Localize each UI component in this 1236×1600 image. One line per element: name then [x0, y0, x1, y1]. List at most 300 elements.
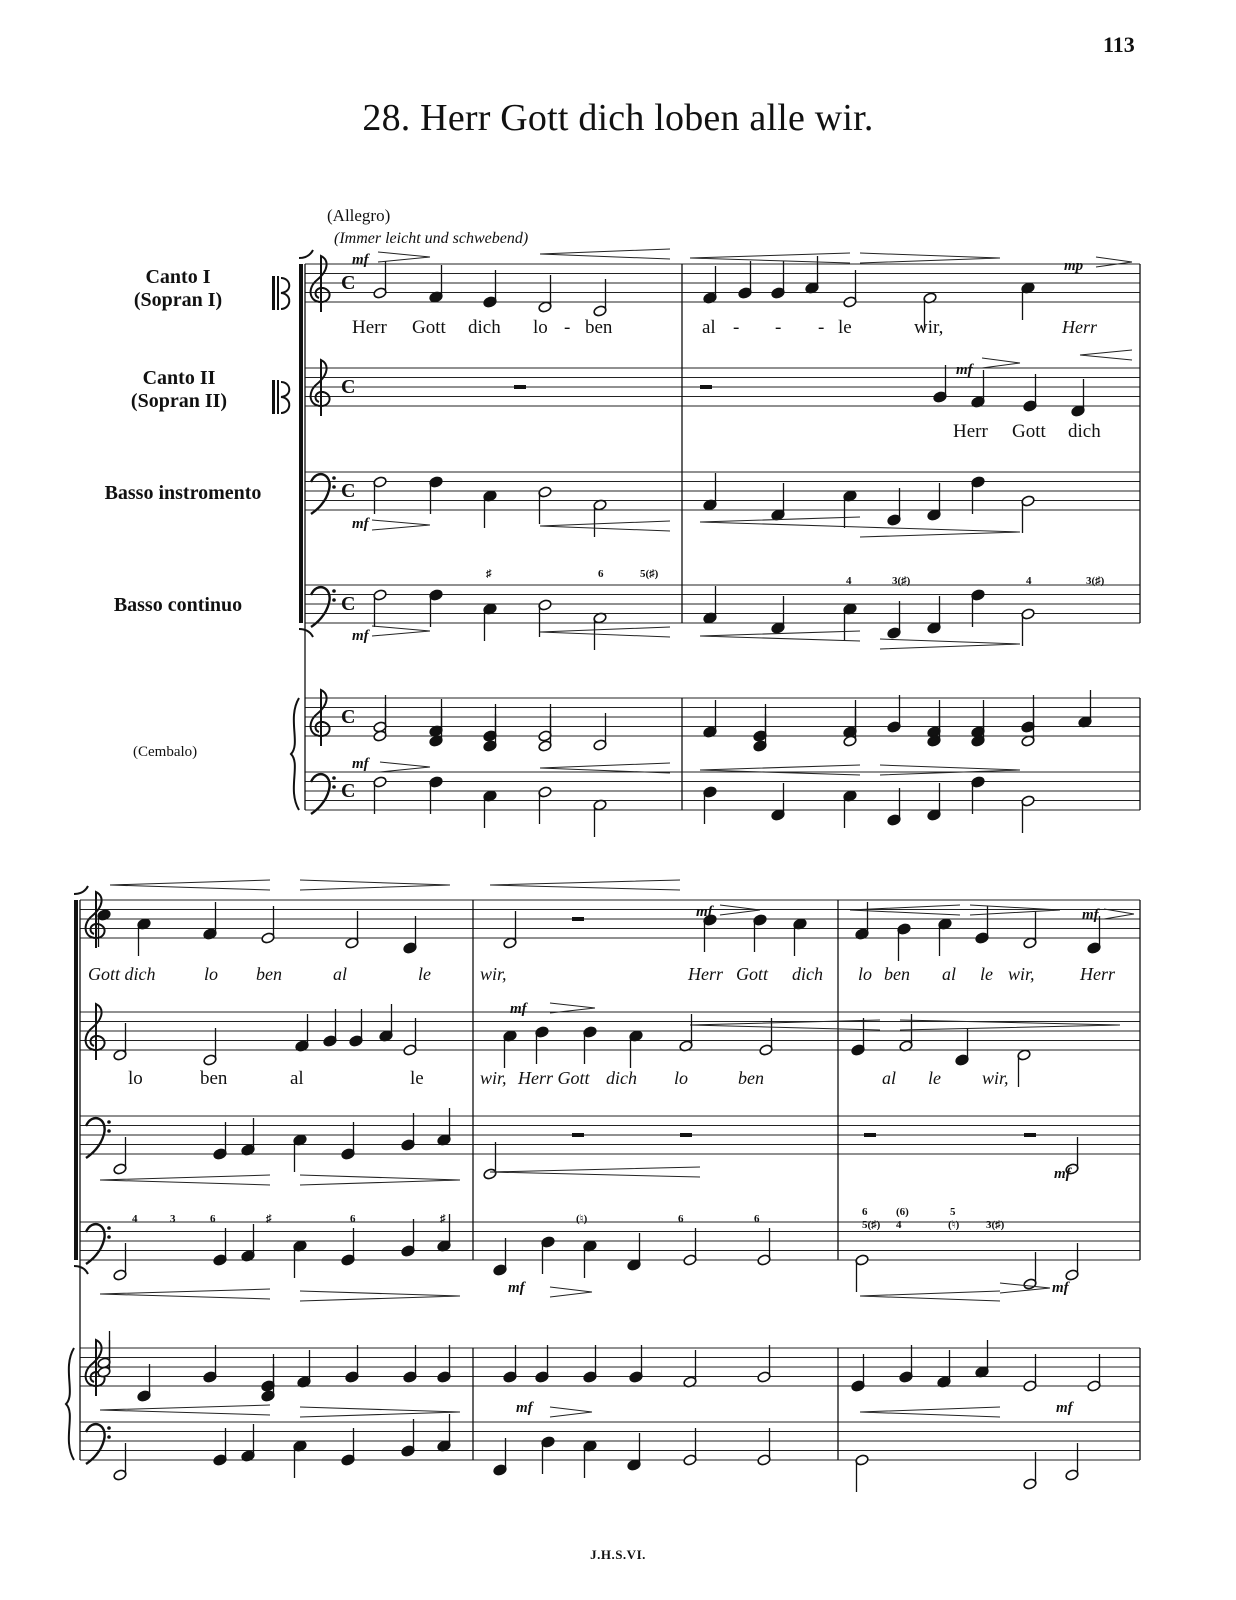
soprano-clef-bar	[277, 380, 279, 414]
lyric-syllable: ben	[256, 964, 282, 984]
canto2-note	[955, 1028, 969, 1066]
figured-bass-figure: ♯	[266, 1213, 272, 1225]
lyric-syllable: wir,	[982, 1068, 1009, 1088]
canto2-note	[535, 1026, 549, 1064]
canto1-note	[373, 261, 387, 299]
cembalo-rh-note	[629, 1345, 643, 1383]
hairpin-icon	[300, 1407, 460, 1417]
lyric-syllable: wir,	[480, 964, 507, 984]
hairpin-icon	[860, 1291, 1000, 1301]
time-signature-icon: C	[341, 480, 356, 502]
canto2-note	[1071, 379, 1085, 417]
lyric-syllable: al	[882, 1068, 897, 1088]
canto2-note	[679, 1014, 693, 1052]
canto1-note	[753, 914, 767, 952]
time-signature-icon: C	[341, 376, 356, 398]
canto1-note	[897, 923, 911, 961]
hairpin-icon	[110, 880, 270, 890]
rest-icon	[572, 1133, 584, 1137]
bass-cont-note	[373, 589, 387, 627]
bass-instr-note	[113, 1137, 127, 1175]
rest-icon	[680, 1133, 692, 1137]
cembalo-lh-note	[401, 1419, 415, 1457]
bass-clef-curve	[311, 587, 330, 627]
lyric-syllable: le	[980, 964, 993, 984]
canto2-note	[503, 1030, 517, 1068]
lyric-syllable: lo	[128, 1068, 143, 1089]
lyric-syllable: Herr	[1062, 317, 1097, 337]
dynamic-mark: mf	[352, 756, 369, 772]
lyric-syllable: al	[290, 1068, 304, 1089]
rest-icon	[514, 385, 526, 389]
lyric-syllable: ben	[585, 317, 613, 338]
bass-clef-dot	[332, 598, 336, 602]
canto1-note	[538, 275, 552, 313]
cembalo-lh-note	[927, 783, 941, 821]
bass-instr-note	[437, 1108, 451, 1146]
canto1-note	[137, 918, 151, 956]
cembalo-lh-note	[887, 788, 901, 826]
bass-clef-curve	[86, 1424, 105, 1464]
cembalo-rh-note	[137, 1364, 151, 1402]
bass-instr-note	[771, 483, 785, 521]
cembalo-lh-note	[757, 1428, 771, 1466]
lyric-syllable: Herr	[1080, 964, 1115, 984]
bass-instr-note	[927, 483, 941, 521]
hairpin-icon	[300, 1175, 460, 1185]
lyric-syllable: al	[702, 317, 716, 338]
bass-instr-note	[213, 1122, 227, 1160]
figured-bass-figure: 3	[170, 1213, 176, 1225]
dynamic-mark: mf	[696, 904, 713, 920]
lyric-syllable: Gott	[1012, 421, 1046, 442]
dynamic-mark: mf	[1082, 907, 1099, 923]
hairpin-icon	[300, 1291, 460, 1301]
canto1-note	[403, 916, 417, 954]
cembalo-rh-note	[345, 1345, 359, 1383]
part-label-canto2-voice: (Sopran II)	[130, 390, 228, 412]
soprano-clef-bar	[277, 276, 279, 310]
dynamic-mark: mf	[352, 516, 369, 532]
bass-cont-note	[341, 1228, 355, 1266]
bass-cont-note	[401, 1219, 415, 1257]
cembalo-lh-note	[971, 776, 985, 814]
dynamic-mark: mp	[1064, 258, 1084, 274]
rest-icon	[700, 385, 712, 389]
bass-instr-note	[538, 486, 552, 524]
part-label-basso-instromento: Basso instromento	[104, 482, 262, 504]
cembalo-rh-note	[683, 1350, 697, 1388]
figured-bass-figure: 3(♯)	[986, 1219, 1005, 1231]
bass-instr-note	[341, 1122, 355, 1160]
part-label-cembalo: (Cembalo)	[133, 744, 198, 760]
lyric-syllable: lo	[858, 964, 873, 984]
lyric-syllable: Herr	[953, 421, 988, 442]
canto1-note	[345, 911, 359, 949]
cembalo-lh-note	[213, 1428, 227, 1466]
cembalo-lh-note	[113, 1443, 127, 1481]
bass-cont-note	[855, 1254, 869, 1292]
time-signature-icon: C	[341, 593, 356, 615]
figured-bass-figure: (♮)	[948, 1219, 960, 1231]
canto1-note	[1023, 911, 1037, 949]
bass-cont-note	[483, 603, 497, 641]
figured-bass-figure: 4	[896, 1219, 902, 1231]
hairpin-icon	[372, 520, 430, 530]
cembalo-rh-note	[535, 1345, 549, 1383]
bass-cont-note	[1021, 608, 1035, 646]
canto2-note	[349, 1009, 363, 1047]
dynamic-mark: mf	[1052, 1280, 1069, 1296]
hairpin-icon	[380, 762, 430, 772]
cembalo-rh-note	[503, 1345, 517, 1383]
bass-clef-icon	[86, 1224, 111, 1264]
cembalo-lh-note	[627, 1433, 641, 1471]
cembalo-lh-note	[1021, 795, 1035, 833]
hairpin-icon	[880, 765, 1020, 775]
cembalo-lh-note	[771, 783, 785, 821]
canto1-note	[429, 265, 443, 303]
bass-cont-note	[293, 1240, 307, 1278]
bass-cont-note	[703, 586, 717, 624]
bass-clef-icon	[311, 774, 336, 814]
lyric-syllable: Herr	[688, 964, 723, 984]
lyric-syllable: wir,	[480, 1068, 507, 1088]
bass-cont-note	[627, 1233, 641, 1271]
figured-bass-figure: ♯	[440, 1213, 446, 1225]
time-signature-icon: C	[341, 780, 356, 802]
cembalo-rh-note	[975, 1340, 989, 1378]
canto2-note	[295, 1014, 309, 1052]
bass-cont-note	[541, 1236, 555, 1274]
canto2-note	[323, 1009, 337, 1047]
bass-clef-curve	[311, 774, 330, 814]
canto2-note	[971, 370, 985, 408]
time-signature-icon: C	[341, 272, 356, 294]
cembalo-rh-note	[703, 700, 717, 738]
cembalo-rh-note	[203, 1345, 217, 1383]
lyric-hyphen: -	[775, 317, 782, 338]
bracket-hook	[299, 250, 313, 258]
dynamic-mark: mf	[516, 1400, 533, 1416]
dynamic-mark: mf	[1056, 1400, 1073, 1416]
bass-cont-note	[757, 1228, 771, 1266]
bass-instr-note	[241, 1118, 255, 1156]
hairpin-icon	[1104, 909, 1134, 919]
bass-instr-note	[293, 1134, 307, 1172]
time-signature-icon: C	[341, 706, 356, 728]
hairpin-icon	[982, 358, 1020, 368]
hairpin-icon	[372, 626, 430, 636]
cembalo-rh-note	[593, 713, 607, 751]
figured-bass-figure: 5(♯)	[640, 568, 659, 580]
figured-bass-figure: 5	[950, 1206, 956, 1218]
cembalo-lh-note	[429, 776, 443, 814]
canto2-note	[759, 1018, 773, 1056]
cembalo-lh-note	[341, 1428, 355, 1466]
lyric-syllable: Gott	[736, 964, 769, 984]
part-label-basso-continuo: Basso continuo	[113, 594, 243, 616]
canto1-note	[738, 261, 752, 299]
figured-bass-figure: 4	[1026, 575, 1032, 587]
figured-bass-figure: (♮)	[576, 1213, 588, 1225]
lyric-syllable: al	[333, 964, 348, 984]
figured-bass-figure: 3(♯)	[1086, 575, 1105, 587]
cembalo-lh-note	[1065, 1443, 1079, 1481]
cembalo-rh-note	[887, 695, 901, 733]
canto1-note	[1021, 282, 1035, 320]
canto2-note	[379, 1004, 393, 1042]
lyric-syllable: wir,	[914, 317, 944, 338]
canto1-note	[703, 266, 717, 304]
figured-bass-figure: (6)	[896, 1206, 909, 1218]
cembalo-rh-note	[403, 1345, 417, 1383]
lyric-syllable: Herr	[352, 317, 387, 338]
bracket-hook	[74, 886, 88, 894]
cembalo-lh-note	[538, 786, 552, 824]
canto2-note	[203, 1028, 217, 1066]
hairpin-icon	[378, 252, 430, 262]
cembalo-lh-note	[683, 1428, 697, 1466]
canto1-note	[855, 902, 869, 940]
hairpin-icon	[1080, 350, 1132, 360]
bass-clef-icon	[311, 474, 336, 514]
hairpin-icon	[490, 880, 680, 890]
dynamic-mark: mf	[956, 362, 973, 378]
soprano-clef-icon	[272, 276, 289, 310]
hairpin-icon	[100, 1405, 270, 1415]
hairpin-icon	[540, 249, 670, 259]
dynamic-mark: mf	[352, 252, 369, 268]
hairpin-icon	[860, 253, 1000, 263]
cembalo-lh-note	[293, 1440, 307, 1478]
cembalo-lh-note	[437, 1414, 451, 1452]
bracket-hook	[74, 1266, 88, 1274]
bass-cont-note	[843, 603, 857, 641]
bass-instr-note	[887, 488, 901, 526]
bass-cont-note	[887, 601, 901, 639]
lyric-syllable: dich	[792, 964, 823, 984]
piano-brace	[291, 698, 299, 810]
notes	[97, 256, 1101, 1492]
figured-bass-figure: ♯	[486, 568, 492, 580]
lyric-syllable: le	[410, 1068, 424, 1089]
figured-bass-figure: 6	[754, 1213, 760, 1225]
hairpin-icon	[100, 1289, 270, 1299]
hairpin-icon	[550, 1287, 592, 1297]
bass-cont-note	[213, 1228, 227, 1266]
lyric-syllable: wir,	[1008, 964, 1035, 984]
bass-cont-note	[583, 1240, 597, 1278]
dynamic-mark: mf	[352, 628, 369, 644]
cembalo-lh-note	[843, 790, 857, 828]
soprano-clef-bar	[272, 276, 275, 310]
hairpin-icon	[540, 627, 670, 637]
bracket-hook	[299, 629, 313, 637]
piece-title: 28. Herr Gott dich loben alle wir.	[362, 97, 874, 139]
hairpin-icon	[300, 880, 450, 890]
bass-instr-note	[1021, 495, 1035, 533]
canto1-note	[793, 918, 807, 956]
soprano-clef-curve	[281, 278, 289, 309]
cembalo-rh-note	[583, 1345, 597, 1383]
bass-instr-note	[483, 490, 497, 528]
cembalo-lh-note	[241, 1424, 255, 1462]
soprano-clef-bar	[272, 380, 275, 414]
canto1-note	[261, 906, 275, 944]
bass-clef-dot	[332, 476, 336, 480]
bass-instr-note	[483, 1142, 497, 1180]
soprano-clef-curve	[281, 382, 289, 413]
soprano-clef-icon	[272, 380, 289, 414]
hairpin-icon	[880, 639, 1020, 649]
canto2-note	[583, 1026, 597, 1064]
cembalo-rh-note	[937, 1350, 951, 1388]
bass-cont-note	[927, 596, 941, 634]
bass-clef-icon	[311, 587, 336, 627]
lyric-syllable: Herr Gott	[518, 1068, 590, 1088]
bass-cont-note	[429, 589, 443, 627]
bass-instr-note	[593, 499, 607, 537]
figured-bass-figure: 4	[132, 1213, 138, 1225]
bass-instr-note	[373, 476, 387, 514]
figured-bass-figure: 6	[862, 1206, 868, 1218]
lyric-syllable: le	[928, 1068, 941, 1088]
cembalo-rh-note	[437, 1345, 451, 1383]
canto1-note	[975, 906, 989, 944]
bass-clef-curve	[86, 1118, 105, 1158]
hairpin-icon	[860, 1407, 1000, 1417]
bass-instr-note	[703, 473, 717, 511]
cembalo-rh-note	[297, 1350, 311, 1388]
dynamic-mark: mf	[510, 1001, 527, 1017]
bass-clef-dot	[332, 589, 336, 593]
cembalo-lh-note	[373, 776, 387, 814]
canto2-note	[403, 1018, 417, 1056]
lyric-syllable: ben	[200, 1068, 228, 1089]
bass-clef-icon	[86, 1118, 111, 1158]
bass-clef-dot	[332, 776, 336, 780]
bass-cont-note	[113, 1243, 127, 1281]
lyric-hyphen: -	[733, 317, 740, 338]
lyric-syllable: Gott	[412, 317, 446, 338]
bass-cont-note	[1023, 1252, 1037, 1290]
bass-clef-icon	[86, 1424, 111, 1464]
canto1-note	[938, 918, 952, 956]
figured-bass-figure: 6	[350, 1213, 356, 1225]
staff-lines	[80, 264, 1140, 1460]
cembalo-rh-note	[851, 1354, 865, 1392]
expression-marking: (Immer leicht und schwebend)	[334, 230, 529, 247]
hairpin-icon	[700, 765, 860, 775]
piano-brace	[66, 1348, 74, 1460]
cembalo-lh-note	[703, 786, 717, 824]
bass-instr-note	[971, 476, 985, 514]
rest-icon	[864, 1133, 876, 1137]
lyric-syllable: dich	[468, 317, 501, 338]
hairpin-icon	[690, 253, 850, 263]
canto2-note	[1017, 1049, 1031, 1087]
canto1-note	[843, 270, 857, 308]
bass-cont-note	[493, 1238, 507, 1276]
dynamic-mark: mf	[508, 1280, 525, 1296]
bass-clef-dot	[332, 785, 336, 789]
hairpin-icon	[860, 527, 1020, 537]
hairpin-icon	[490, 1167, 700, 1177]
cembalo-lh-note	[855, 1454, 869, 1492]
lyric-syllable: lo	[674, 1068, 689, 1088]
clefs	[86, 256, 356, 1464]
canto2-note	[629, 1030, 643, 1068]
canto1-note	[203, 902, 217, 940]
bass-clef-dot	[107, 1426, 111, 1430]
bass-instr-note	[843, 490, 857, 528]
lyric-syllable: dich	[1068, 421, 1101, 442]
canto2-note	[1023, 374, 1037, 412]
canto1-note	[593, 279, 607, 317]
figured-bass-figure: 6	[678, 1213, 684, 1225]
bass-clef-dot	[107, 1129, 111, 1133]
bass-clef-dot	[107, 1120, 111, 1124]
lyric-syllable: lo	[533, 317, 548, 338]
bass-clef-curve	[86, 1224, 105, 1264]
bass-clef-curve	[311, 474, 330, 514]
canto2-note	[113, 1023, 127, 1061]
hairpin-icon	[540, 521, 670, 531]
part-label-canto1-voice: (Sopran I)	[133, 289, 223, 311]
lyric-syllable: dich	[606, 1068, 637, 1088]
hairpin-icon	[100, 1175, 270, 1185]
part-label-canto2-name: Canto II	[142, 367, 216, 389]
lyric-syllable: lo	[204, 964, 219, 984]
lyric-hyphen: -	[564, 317, 571, 338]
bass-clef-dot	[107, 1226, 111, 1230]
bass-cont-note	[1065, 1243, 1079, 1281]
figured-bass-figure: 3(♯)	[892, 575, 911, 587]
cembalo-lh-note	[593, 799, 607, 837]
cembalo-rh-note	[757, 1345, 771, 1383]
lyric-syllable: ben	[738, 1068, 764, 1088]
cembalo-rh-note	[1078, 690, 1092, 728]
canto2-note	[933, 365, 947, 403]
rest-icon	[572, 917, 584, 921]
bass-cont-note	[683, 1228, 697, 1266]
page-number: 113	[1103, 32, 1135, 57]
part-label-canto1-name: Canto I	[145, 266, 211, 288]
cembalo-rh-note	[899, 1345, 913, 1383]
bass-cont-note	[771, 596, 785, 634]
bass-cont-note	[971, 589, 985, 627]
bass-clef-dot	[107, 1435, 111, 1439]
tempo-marking: (Allegro)	[327, 206, 391, 225]
bass-instr-note	[401, 1113, 415, 1151]
figured-bass-figure: 6	[598, 568, 604, 580]
lyric-hyphen: -	[818, 317, 825, 338]
hairpin-icon	[550, 1407, 592, 1417]
figured-bass-figure: 4	[846, 575, 852, 587]
cembalo-rh-note	[1023, 1354, 1037, 1392]
canto1-note	[771, 261, 785, 299]
lyric-syllable: le	[838, 317, 852, 338]
cembalo-lh-note	[483, 790, 497, 828]
canto2-note	[851, 1018, 865, 1056]
dynamic-mark: mf	[1054, 1166, 1071, 1182]
figured-bass-figure: 6	[210, 1213, 216, 1225]
bass-instr-note	[429, 476, 443, 514]
figured-bass-figure: 5(♯)	[862, 1219, 881, 1231]
cembalo-lh-note	[583, 1440, 597, 1478]
canto1-note	[503, 911, 517, 949]
